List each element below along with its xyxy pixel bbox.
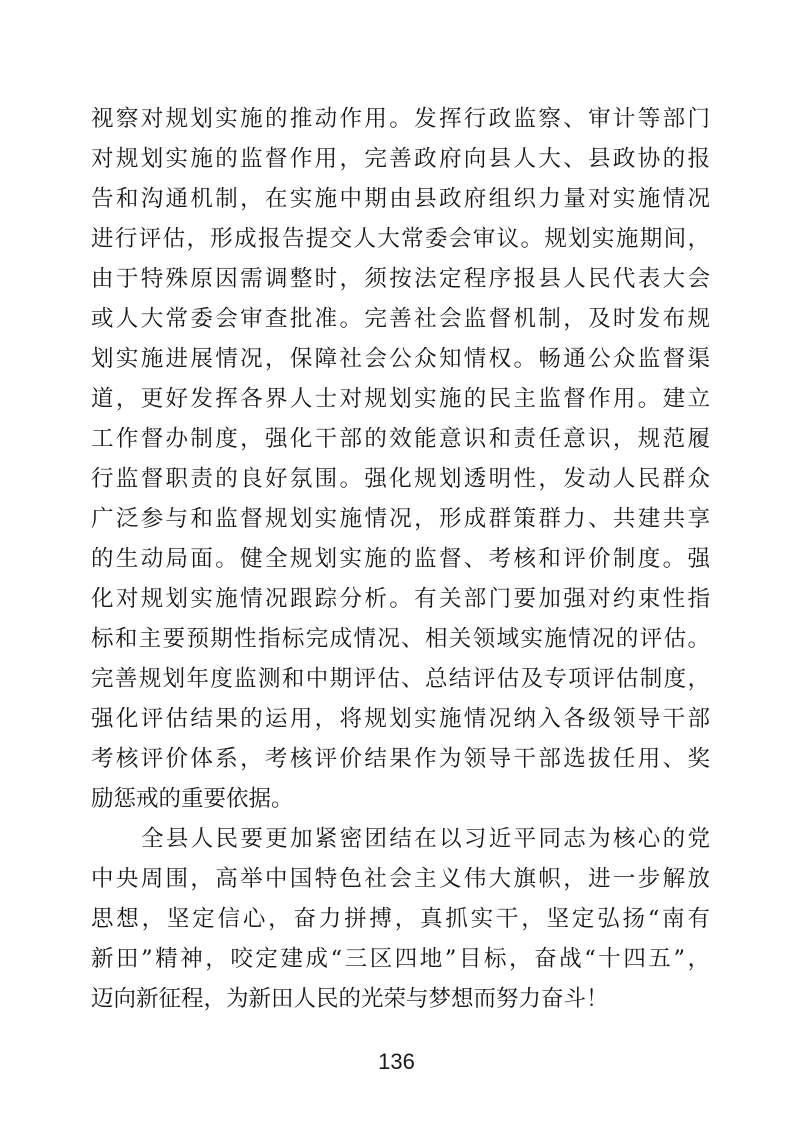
text-line: 中央周围，高举中国特色社会主义伟大旗帜，进一步解放 <box>91 866 710 892</box>
text-line: 由于特殊原因需调整时，须按法定程序报县人民代表大会 <box>91 266 710 292</box>
text-line: 告和沟通机制，在实施中期由县政府组织力量对实施情况 <box>91 186 710 212</box>
text-line: 对规划实施的监督作用，完善政府向县人大、县政协的报 <box>91 146 710 172</box>
text-line: 标和主要预期性指标完成情况、相关领域实施情况的评估。 <box>91 626 710 652</box>
paragraph <box>91 99 710 819</box>
text-line: 划实施进展情况，保障社会公众知情权。畅通公众监督渠 <box>91 346 710 372</box>
text-line: 道，更好发挥各界人士对规划实施的民主监督作用。建立 <box>91 386 710 412</box>
text-line: 视察对规划实施的推动作用。发挥行政监察、审计等部门 <box>91 106 710 132</box>
text-line: 励惩戒的重要依据。 <box>91 786 294 812</box>
text-line: 全县人民要更加紧密团结在以习近平同志为核心的党 <box>141 826 710 852</box>
text-line: 新田”精神，咬定建成“三区四地”目标，奋战“十四五”， <box>91 946 710 972</box>
body-text <box>91 99 710 1019</box>
text-line: 广泛参与和监督规划实施情况，形成群策群力、共建共享 <box>91 506 710 532</box>
text-line: 进行评估，形成报告提交人大常委会审议。规划实施期间， <box>91 226 710 252</box>
text-line: 行监督职责的良好氛围。强化规划透明性，发动人民群众 <box>91 466 710 492</box>
page-number: 136 <box>378 1049 415 1074</box>
text-line: 强化评估结果的运用，将规划实施情况纳入各级领导干部 <box>91 706 710 732</box>
text-line: 的生动局面。健全规划实施的监督、考核和评价制度。强 <box>91 546 710 572</box>
text-line: 化对规划实施情况跟踪分析。有关部门要加强对约束性指 <box>91 586 710 612</box>
text-line: 思想，坚定信心，奋力拼搏，真抓实干，坚定弘扬“南有 <box>91 906 710 932</box>
text-line: 完善规划年度监测和中期评估、总结评估及专项评估制度， <box>91 666 710 692</box>
text-line: 考核评价体系，考核评价结果作为领导干部选拔任用、奖 <box>91 746 710 772</box>
text-line: 或人大常委会审查批准。完善社会监督机制，及时发布规 <box>91 306 710 332</box>
text-line: 迈向新征程，为新田人民的光荣与梦想而努力奋斗！ <box>91 986 609 1012</box>
text-line: 工作督办制度，强化干部的效能意识和责任意识，规范履 <box>91 426 710 452</box>
paragraph <box>91 819 710 1019</box>
